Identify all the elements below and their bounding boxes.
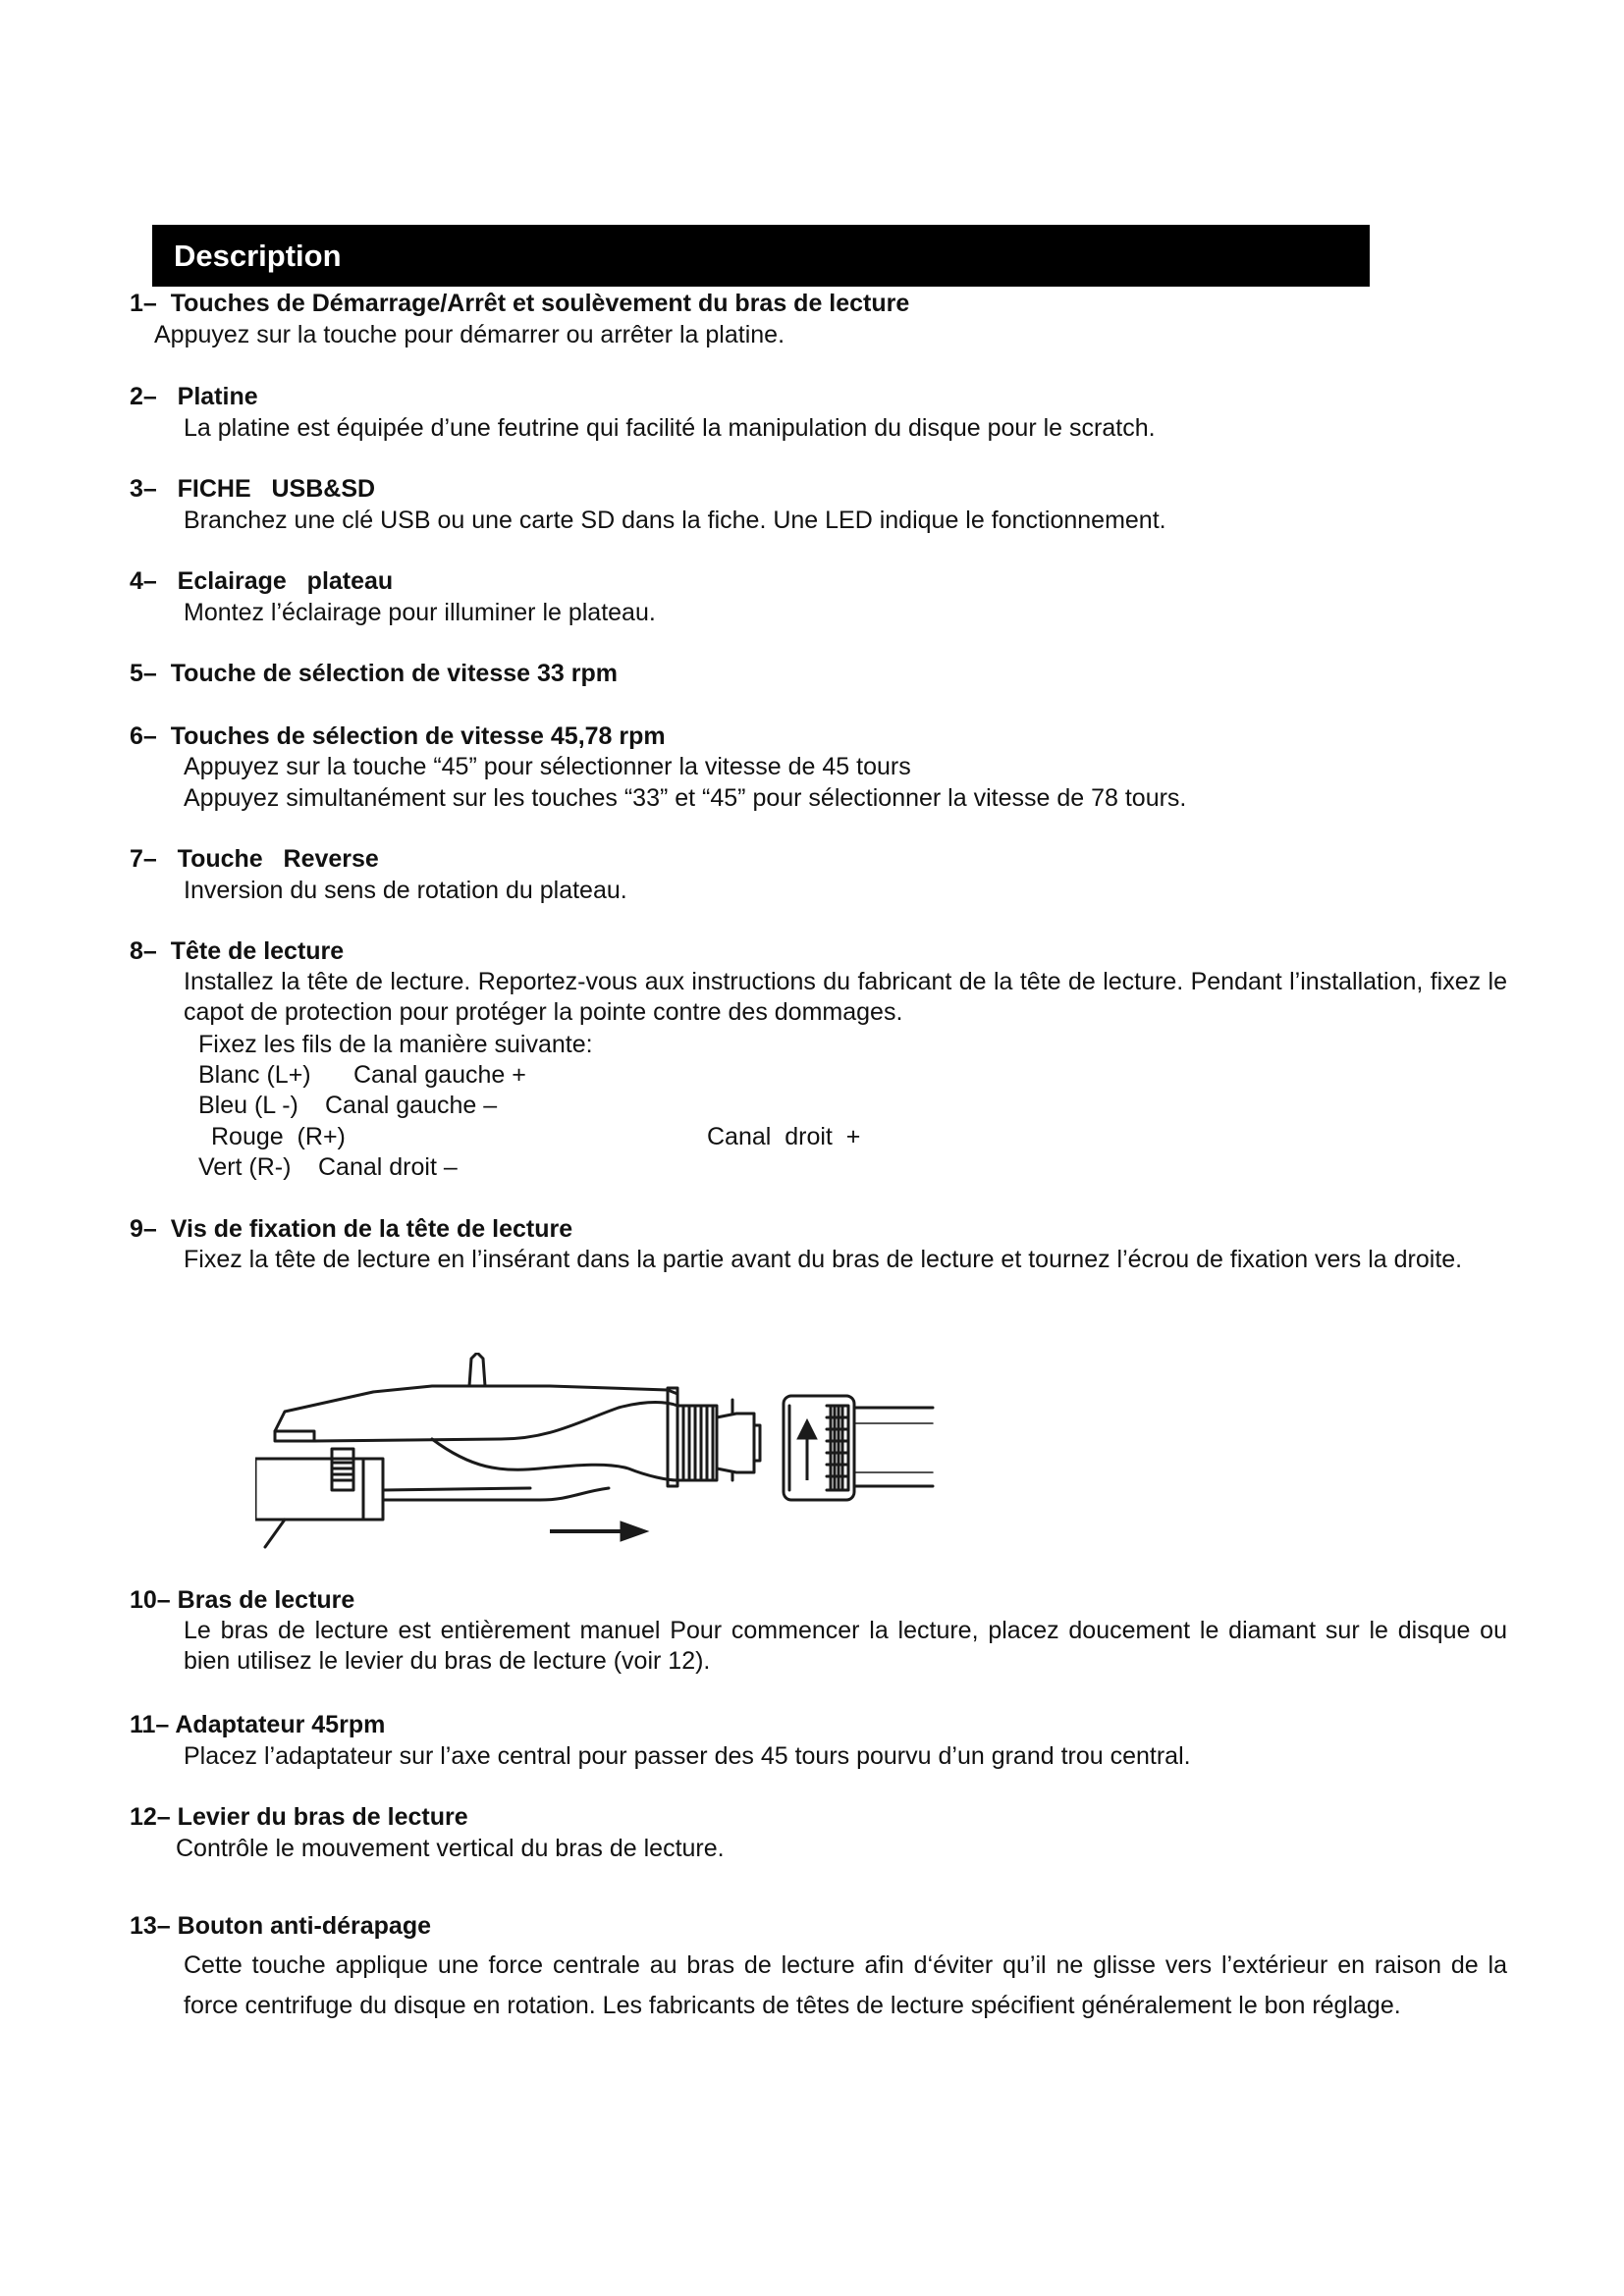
wire-white-channel: Canal gauche + bbox=[353, 1061, 526, 1089]
item-2-heading bbox=[130, 385, 258, 409]
item-4-heading bbox=[130, 569, 393, 594]
item-6-title: Touches de sélection de vitesse 45,78 rpm bbox=[170, 722, 666, 750]
item-12-number: 12– bbox=[130, 1803, 171, 1831]
item-10-title: Bras de lecture bbox=[177, 1586, 355, 1614]
item-11-title: Adaptateur 45rpm bbox=[175, 1711, 386, 1738]
item-4-number: 4– bbox=[130, 567, 157, 595]
wire-red-channel: Canal droit + bbox=[707, 1123, 861, 1150]
section-header: Description bbox=[152, 225, 1370, 287]
item-9-heading bbox=[130, 1217, 572, 1242]
item-4-title: Eclairage plateau bbox=[177, 567, 394, 595]
item-11-text: Placez l’adaptateur sur l’axe central pour passer des 45 tours pourvu d’un grand trou central. bbox=[184, 1742, 1191, 1770]
wire-blue-channel: Canal gauche – bbox=[325, 1092, 498, 1119]
item-5-heading bbox=[130, 662, 618, 686]
item-13-number: 13– bbox=[130, 1912, 171, 1940]
item-2-number: 2– bbox=[130, 383, 157, 410]
item-8-number: 8– bbox=[130, 937, 157, 965]
tonearm-tube bbox=[854, 1408, 933, 1486]
item-13-paragraph: Cette touche applique une force centrale au bras de lecture afin d‘éviter qu’il ne glisse vers l’extérieur en raison de la force centrifuge du disque en rotation. Les fabricants de têtes de lecture spécifient généralement le bon réglage. bbox=[184, 1951, 1507, 2019]
item-1-title: Touches de Démarrage/Arrêt et soulèvement du bras de lecture bbox=[170, 290, 910, 317]
item-8-paragraph: Installez la tête de lecture. Reportez-vous aux instructions du fabricant de la tête de lecture. Pendant l’installation, fixez le capot de protection pour protéger la pointe contre des dommages. bbox=[184, 968, 1507, 1026]
item-1-text: Appuyez sur la touche pour démarrer ou arrêter la platine. bbox=[154, 321, 785, 348]
item-5-number: 5– bbox=[130, 660, 157, 687]
right-arrow-icon bbox=[550, 1522, 648, 1541]
item-3-text: Branchez une clé USB ou une carte SD dans la fiche. Une LED indique le fonctionnement. bbox=[184, 507, 1166, 534]
item-1-heading bbox=[130, 292, 909, 316]
item-13-title: Bouton anti-dérapage bbox=[177, 1912, 432, 1940]
wire-red-color: Rouge (R+) bbox=[211, 1123, 346, 1150]
item-12-heading bbox=[130, 1805, 468, 1830]
up-arrow-icon bbox=[797, 1419, 817, 1480]
wire-green-color: Vert (R-) bbox=[198, 1153, 292, 1181]
item-1-number: 1– bbox=[130, 290, 157, 317]
item-9-paragraph: Fixez la tête de lecture en l’insérant dans la partie avant du bras de lecture et tournez l’écrou de fixation vers la droite. bbox=[184, 1246, 1463, 1273]
wire-white-color: Blanc (L+) bbox=[198, 1061, 311, 1089]
headshell-pin bbox=[469, 1353, 485, 1386]
item-7-number: 7– bbox=[130, 845, 157, 873]
item-10-number: 10– bbox=[130, 1586, 171, 1614]
item-7-title: Touche Reverse bbox=[177, 845, 379, 873]
item-11-number: 11– bbox=[130, 1711, 170, 1738]
item-2-text: La platine est équipée d’une feutrine qui facilité la manipulation du disque pour le scratch. bbox=[184, 414, 1156, 442]
item-8-wires-intro: Fixez les fils de la manière suivante: bbox=[198, 1031, 593, 1058]
item-3-number: 3– bbox=[130, 475, 157, 503]
item-6-number: 6– bbox=[130, 722, 157, 750]
item-3-heading bbox=[130, 477, 375, 502]
item-6-text-1: Appuyez sur la touche “45” pour sélectionner la vitesse de 45 tours bbox=[184, 753, 911, 780]
item-3-title: FICHE USB&SD bbox=[177, 475, 376, 503]
item-12-title: Levier du bras de lecture bbox=[177, 1803, 468, 1831]
item-13-heading bbox=[130, 1914, 431, 1939]
item-10-heading bbox=[130, 1588, 354, 1613]
item-6-text-2: Appuyez simultanément sur les touches “33” et “45” pour sélectionner la vitesse de 78 tours. bbox=[184, 784, 1187, 812]
item-11-heading bbox=[130, 1713, 385, 1737]
item-12-text: Contrôle le mouvement vertical du bras de lecture. bbox=[176, 1835, 725, 1862]
item-7-text: Inversion du sens de rotation du plateau. bbox=[184, 877, 627, 904]
item-5-title: Touche de sélection de vitesse 33 rpm bbox=[170, 660, 618, 687]
item-9-number: 9– bbox=[130, 1215, 157, 1243]
item-2-title: Platine bbox=[177, 383, 258, 410]
item-8-title: Tête de lecture bbox=[170, 937, 345, 965]
item-9-title: Vis de fixation de la tête de lecture bbox=[170, 1215, 573, 1243]
item-4-text: Montez l’éclairage pour illuminer le plateau. bbox=[184, 599, 656, 626]
wire-blue-color: Bleu (L -) bbox=[198, 1092, 298, 1119]
item-7-heading bbox=[130, 847, 379, 872]
headshell-diagram bbox=[255, 1353, 1001, 1549]
wire-green-channel: Canal droit – bbox=[318, 1153, 458, 1181]
headshell-body bbox=[314, 1403, 677, 1442]
item-6-heading bbox=[130, 724, 666, 749]
item-10-paragraph: Le bras de lecture est entièrement manuel Pour commencer la lecture, placez doucement le diamant sur le disque ou bien utilisez le levier du bras de lecture (voir 12). bbox=[184, 1617, 1507, 1675]
item-8-heading bbox=[130, 939, 344, 964]
headshell-plug bbox=[717, 1414, 754, 1472]
